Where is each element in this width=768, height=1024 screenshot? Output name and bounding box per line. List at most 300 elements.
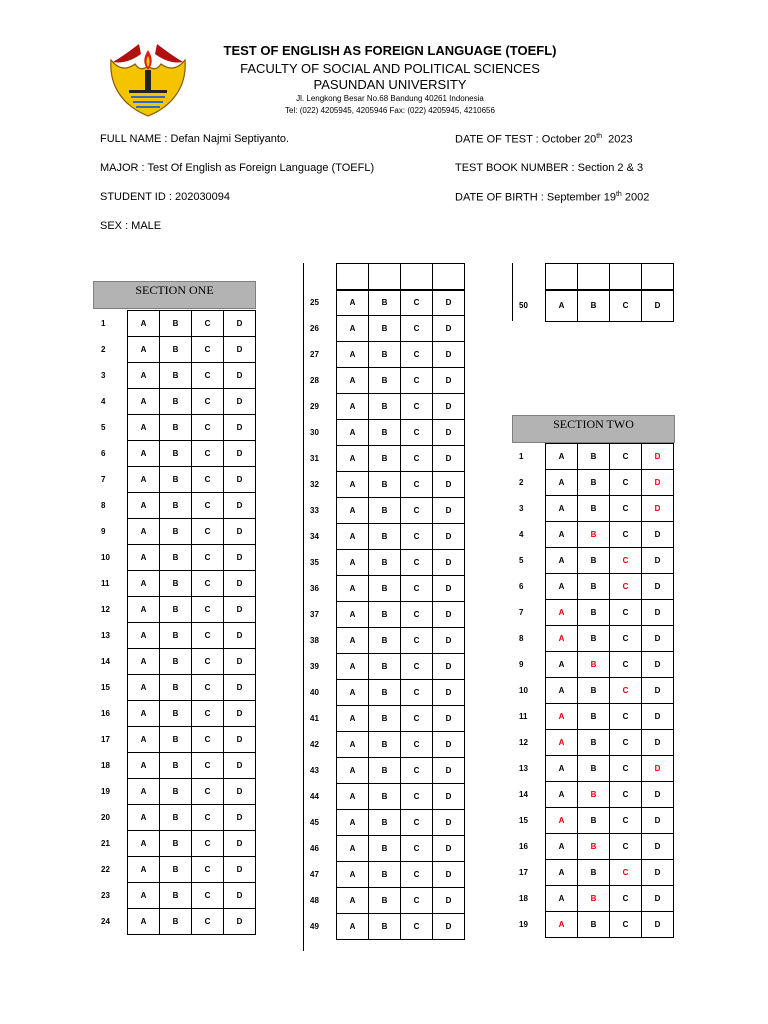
answer-option: A (128, 311, 160, 337)
answer-option: D (224, 727, 256, 753)
answer-option: D (433, 446, 465, 472)
selected-answer-option: A (546, 808, 578, 834)
answer-row (94, 753, 256, 779)
question-number (303, 264, 337, 291)
answer-option: C (610, 834, 642, 860)
answer-row (94, 779, 256, 805)
answer-option: D (224, 649, 256, 675)
question-number: 31 (310, 454, 319, 463)
answer-option: C (610, 444, 642, 470)
answer-row (94, 701, 256, 727)
answer-option: D (642, 548, 674, 574)
section-one-title: SECTION ONE (93, 281, 256, 309)
answer-row (94, 727, 256, 753)
answer-option: D (224, 441, 256, 467)
answer-option: B (160, 597, 192, 623)
answer-option: D (642, 652, 674, 678)
answer-option: B (369, 628, 401, 654)
answer-option: C (192, 441, 224, 467)
answer-option: A (337, 394, 369, 420)
answer-option: A (546, 886, 578, 912)
question-number: 24 (101, 917, 110, 926)
answer-option: A (546, 834, 578, 860)
answer-option: C (192, 467, 224, 493)
question-number: 27 (310, 350, 319, 359)
answer-option: A (546, 756, 578, 782)
answer-option: D (224, 571, 256, 597)
answer-option: A (337, 602, 369, 628)
answer-option: C (192, 623, 224, 649)
answer-option: A (337, 680, 369, 706)
answer-option: D (433, 342, 465, 368)
answer-option: B (160, 337, 192, 363)
answer-option: B (369, 914, 401, 940)
address: Jl. Lengkong Besar No.68 Bandung 40261 Indonesia (296, 94, 484, 103)
section-one-continued-answer-grid (303, 289, 465, 940)
blank-cell (401, 264, 433, 291)
answer-row (94, 805, 256, 831)
university-name: PASUNDAN UNIVERSITY (313, 77, 467, 92)
answer-option: B (578, 756, 610, 782)
answer-option: C (610, 808, 642, 834)
answer-row (512, 756, 674, 782)
answer-option: B (369, 784, 401, 810)
answer-option: B (160, 779, 192, 805)
answer-option: B (369, 706, 401, 732)
answer-row (303, 472, 465, 498)
answer-option: C (401, 498, 433, 524)
answer-row (303, 758, 465, 784)
answer-option: A (337, 836, 369, 862)
answer-option: D (224, 883, 256, 909)
answer-option: D (224, 805, 256, 831)
answer-row (94, 493, 256, 519)
answer-row (303, 680, 465, 706)
answer-row (303, 810, 465, 836)
answer-row (303, 420, 465, 446)
answer-row (94, 389, 256, 415)
blank-cell (546, 264, 578, 291)
question-number: 6 (519, 582, 524, 591)
question-number: 19 (519, 920, 528, 929)
answer-row (303, 316, 465, 342)
question-number: 2 (101, 345, 106, 354)
answer-option: C (401, 680, 433, 706)
answer-row (512, 886, 674, 912)
question-number: 46 (310, 844, 319, 853)
answer-option: B (160, 415, 192, 441)
blank-cell (642, 264, 674, 291)
selected-answer-option: B (578, 652, 610, 678)
answer-option: B (160, 857, 192, 883)
answer-option: D (224, 311, 256, 337)
answer-row (303, 394, 465, 420)
answer-option: C (401, 862, 433, 888)
question-number: 21 (101, 839, 110, 848)
question-number: 48 (310, 896, 319, 905)
answer-option: B (369, 862, 401, 888)
question-number: 5 (101, 423, 106, 432)
question-number: 44 (310, 792, 319, 801)
answer-option: D (224, 909, 256, 935)
question-number: 18 (101, 761, 110, 770)
question-number: 17 (101, 735, 110, 744)
answer-option: B (369, 342, 401, 368)
answer-option: B (369, 576, 401, 602)
answer-option: C (192, 805, 224, 831)
answer-option: D (433, 628, 465, 654)
answer-option: B (578, 470, 610, 496)
answer-option: D (224, 363, 256, 389)
answer-option: A (546, 548, 578, 574)
answer-option: D (642, 912, 674, 938)
answer-option: B (578, 626, 610, 652)
answer-option: C (401, 394, 433, 420)
answer-option: D (642, 626, 674, 652)
answer-option: B (369, 810, 401, 836)
question-number: 45 (310, 818, 319, 827)
answer-option: B (369, 602, 401, 628)
question-number: 39 (310, 662, 319, 671)
answer-option: C (610, 912, 642, 938)
answer-option: A (128, 467, 160, 493)
answer-option: C (192, 883, 224, 909)
answer-row (303, 550, 465, 576)
answer-option: D (433, 914, 465, 940)
answer-row (303, 368, 465, 394)
answer-option: C (401, 758, 433, 784)
answer-option: B (578, 548, 610, 574)
answer-option: B (369, 888, 401, 914)
section-two-title: SECTION TWO (512, 415, 675, 443)
answer-option: B (160, 623, 192, 649)
question-number: 17 (519, 868, 528, 877)
answer-option: D (433, 420, 465, 446)
answer-option: A (337, 628, 369, 654)
answer-option: C (192, 727, 224, 753)
answer-option: A (128, 493, 160, 519)
selected-answer-option: C (610, 548, 642, 574)
answer-option: D (433, 836, 465, 862)
answer-option: A (337, 758, 369, 784)
selected-answer-option: D (642, 756, 674, 782)
answer-row (94, 571, 256, 597)
answer-option: A (337, 784, 369, 810)
answer-option: C (610, 886, 642, 912)
question-number: 32 (310, 480, 319, 489)
answer-option: D (224, 753, 256, 779)
answer-option: D (224, 597, 256, 623)
question-number: 49 (310, 922, 319, 931)
answer-option: C (610, 600, 642, 626)
answer-option: A (128, 805, 160, 831)
answer-row (512, 860, 674, 886)
answer-option: A (128, 415, 160, 441)
answer-option: C (610, 730, 642, 756)
answer-option: C (401, 914, 433, 940)
answer-option: A (337, 888, 369, 914)
answer-option: D (433, 810, 465, 836)
answer-option: B (160, 701, 192, 727)
blank-cell (433, 264, 465, 291)
answer-row (94, 415, 256, 441)
answer-option: A (337, 862, 369, 888)
answer-option: B (369, 732, 401, 758)
question-number (512, 264, 546, 291)
answer-option: C (401, 654, 433, 680)
answer-option: C (610, 470, 642, 496)
answer-option: D (433, 290, 465, 316)
answer-row (94, 441, 256, 467)
question-number: 12 (519, 738, 528, 747)
answer-option: C (192, 857, 224, 883)
question-number: 18 (519, 894, 528, 903)
answer-option: B (160, 311, 192, 337)
answer-row (512, 496, 674, 522)
question-number: 35 (310, 558, 319, 567)
answer-option: B (369, 368, 401, 394)
answer-option: D (224, 779, 256, 805)
answer-row (94, 545, 256, 571)
answer-option: D (224, 467, 256, 493)
question-number: 7 (519, 608, 524, 617)
answer-option: A (337, 550, 369, 576)
answer-option: C (610, 522, 642, 548)
answer-row (303, 784, 465, 810)
answer-option: A (128, 831, 160, 857)
question-number: 11 (519, 712, 528, 721)
answer-option: B (160, 675, 192, 701)
question-number: 4 (101, 397, 106, 406)
answer-option: D (433, 732, 465, 758)
test-title: TEST OF ENGLISH AS FOREIGN LANGUAGE (TOEFL) (223, 43, 557, 58)
answer-option: C (401, 420, 433, 446)
answer-option: C (401, 732, 433, 758)
blank-cell (337, 264, 369, 291)
answer-option: C (401, 784, 433, 810)
answer-row (94, 311, 256, 337)
answer-option: C (192, 701, 224, 727)
answer-option: A (546, 678, 578, 704)
answer-option: C (401, 550, 433, 576)
selected-answer-option: B (578, 522, 610, 548)
answer-option: B (160, 805, 192, 831)
answer-row (94, 831, 256, 857)
answer-option: B (160, 493, 192, 519)
question-number: 6 (101, 449, 106, 458)
question-number: 8 (101, 501, 106, 510)
answer-option: D (642, 886, 674, 912)
answer-option: D (433, 602, 465, 628)
answer-option: B (369, 420, 401, 446)
answer-option: C (401, 342, 433, 368)
answer-row (94, 883, 256, 909)
answer-option: C (401, 888, 433, 914)
date-of-birth-field: DATE OF BIRTH : September 19th 2002 (455, 191, 650, 204)
answer-row (303, 862, 465, 888)
major-field: MAJOR : Test Of English as Foreign Language (TOEFL) (100, 162, 375, 174)
answer-option: B (369, 758, 401, 784)
answer-option: C (192, 519, 224, 545)
answer-option: A (128, 727, 160, 753)
answer-row (512, 730, 674, 756)
answer-option: A (337, 342, 369, 368)
answer-option: A (128, 441, 160, 467)
answer-option: A (128, 545, 160, 571)
answer-option: C (192, 337, 224, 363)
answer-row (512, 912, 674, 938)
answer-option: B (369, 498, 401, 524)
answer-option: A (128, 597, 160, 623)
answer-option: D (433, 680, 465, 706)
question-number: 9 (101, 527, 106, 536)
answer-row (512, 626, 674, 652)
answer-option: C (401, 472, 433, 498)
answer-option: D (224, 415, 256, 441)
answer-option: B (160, 545, 192, 571)
answer-option: A (337, 368, 369, 394)
question-number: 15 (101, 683, 110, 692)
answer-row (512, 444, 674, 470)
sex-field: SEX : MALE (100, 220, 162, 232)
answer-option: B (160, 467, 192, 493)
answer-option: B (369, 680, 401, 706)
answer-option: D (433, 394, 465, 420)
question-number: 3 (519, 504, 524, 513)
answer-option: A (546, 860, 578, 886)
answer-row (303, 628, 465, 654)
blank-row (512, 264, 674, 291)
answer-row (512, 652, 674, 678)
answer-option: A (128, 623, 160, 649)
answer-row (512, 522, 674, 548)
answer-option: C (401, 628, 433, 654)
question-number: 13 (101, 631, 110, 640)
question-number: 28 (310, 376, 319, 385)
answer-row (512, 600, 674, 626)
answer-option: B (578, 912, 610, 938)
answer-option: A (546, 290, 578, 322)
student-id-field: STUDENT ID : 202030094 (100, 191, 231, 203)
selected-answer-option: B (578, 834, 610, 860)
answer-row (303, 836, 465, 862)
answer-option: D (433, 784, 465, 810)
blank-cell (578, 264, 610, 291)
answer-option: D (642, 730, 674, 756)
answer-option: A (128, 337, 160, 363)
answer-option: D (433, 550, 465, 576)
question-number: 16 (519, 842, 528, 851)
answer-row (303, 654, 465, 680)
answer-option: A (128, 363, 160, 389)
answer-option: A (128, 857, 160, 883)
answer-option: B (369, 836, 401, 862)
answer-option: C (401, 524, 433, 550)
question-number: 7 (101, 475, 106, 484)
answer-option: D (224, 623, 256, 649)
answer-option: D (642, 782, 674, 808)
answer-row (94, 363, 256, 389)
answer-option: D (433, 576, 465, 602)
selected-answer-option: A (546, 730, 578, 756)
answer-option: B (578, 678, 610, 704)
selected-answer-option: B (578, 886, 610, 912)
answer-option: B (160, 831, 192, 857)
question-number: 1 (101, 319, 106, 328)
selected-answer-option: D (642, 444, 674, 470)
answer-option: A (546, 522, 578, 548)
question-number: 26 (310, 324, 319, 333)
answer-row (303, 914, 465, 940)
answer-row (303, 446, 465, 472)
answer-option: B (578, 860, 610, 886)
answer-option: A (546, 782, 578, 808)
answer-row (303, 602, 465, 628)
question-number: 40 (310, 688, 319, 697)
answer-option: A (128, 701, 160, 727)
question-number: 33 (310, 506, 319, 515)
answer-option: C (610, 652, 642, 678)
answer-option: C (192, 415, 224, 441)
answer-option: B (578, 600, 610, 626)
answer-option: C (610, 626, 642, 652)
answer-option: D (433, 472, 465, 498)
answer-option: C (192, 831, 224, 857)
question-number: 16 (101, 709, 110, 718)
answer-option: B (160, 571, 192, 597)
answer-option: C (401, 602, 433, 628)
question-number: 41 (310, 714, 319, 723)
question-number: 11 (101, 579, 110, 588)
answer-option: D (224, 493, 256, 519)
answer-option: B (369, 550, 401, 576)
answer-option: C (192, 753, 224, 779)
answer-option: B (578, 444, 610, 470)
question-number: 5 (519, 556, 524, 565)
answer-option: A (337, 654, 369, 680)
question-number: 23 (101, 891, 110, 900)
answer-option: A (128, 753, 160, 779)
answer-option: B (160, 753, 192, 779)
answer-option: D (224, 545, 256, 571)
answer-row (303, 576, 465, 602)
answer-option: B (578, 704, 610, 730)
answer-option: D (224, 701, 256, 727)
question-number: 29 (310, 402, 319, 411)
answer-option: C (610, 496, 642, 522)
question-number: 36 (310, 584, 319, 593)
answer-row (94, 623, 256, 649)
university-logo (105, 40, 191, 118)
answer-row (512, 704, 674, 730)
blank-row (303, 264, 465, 291)
selected-answer-option: A (546, 704, 578, 730)
selected-answer-option: C (610, 860, 642, 886)
answer-option: C (401, 290, 433, 316)
section-two-answer-grid (512, 443, 674, 938)
question-number: 10 (519, 686, 528, 695)
answer-option: B (160, 909, 192, 935)
question-number: 43 (310, 766, 319, 775)
answer-option: A (128, 519, 160, 545)
answer-option: C (610, 756, 642, 782)
answer-option: A (546, 496, 578, 522)
answer-option: B (369, 446, 401, 472)
question-number: 4 (519, 530, 524, 539)
answer-option: D (642, 290, 674, 322)
answer-option: D (642, 834, 674, 860)
answer-option: A (128, 883, 160, 909)
